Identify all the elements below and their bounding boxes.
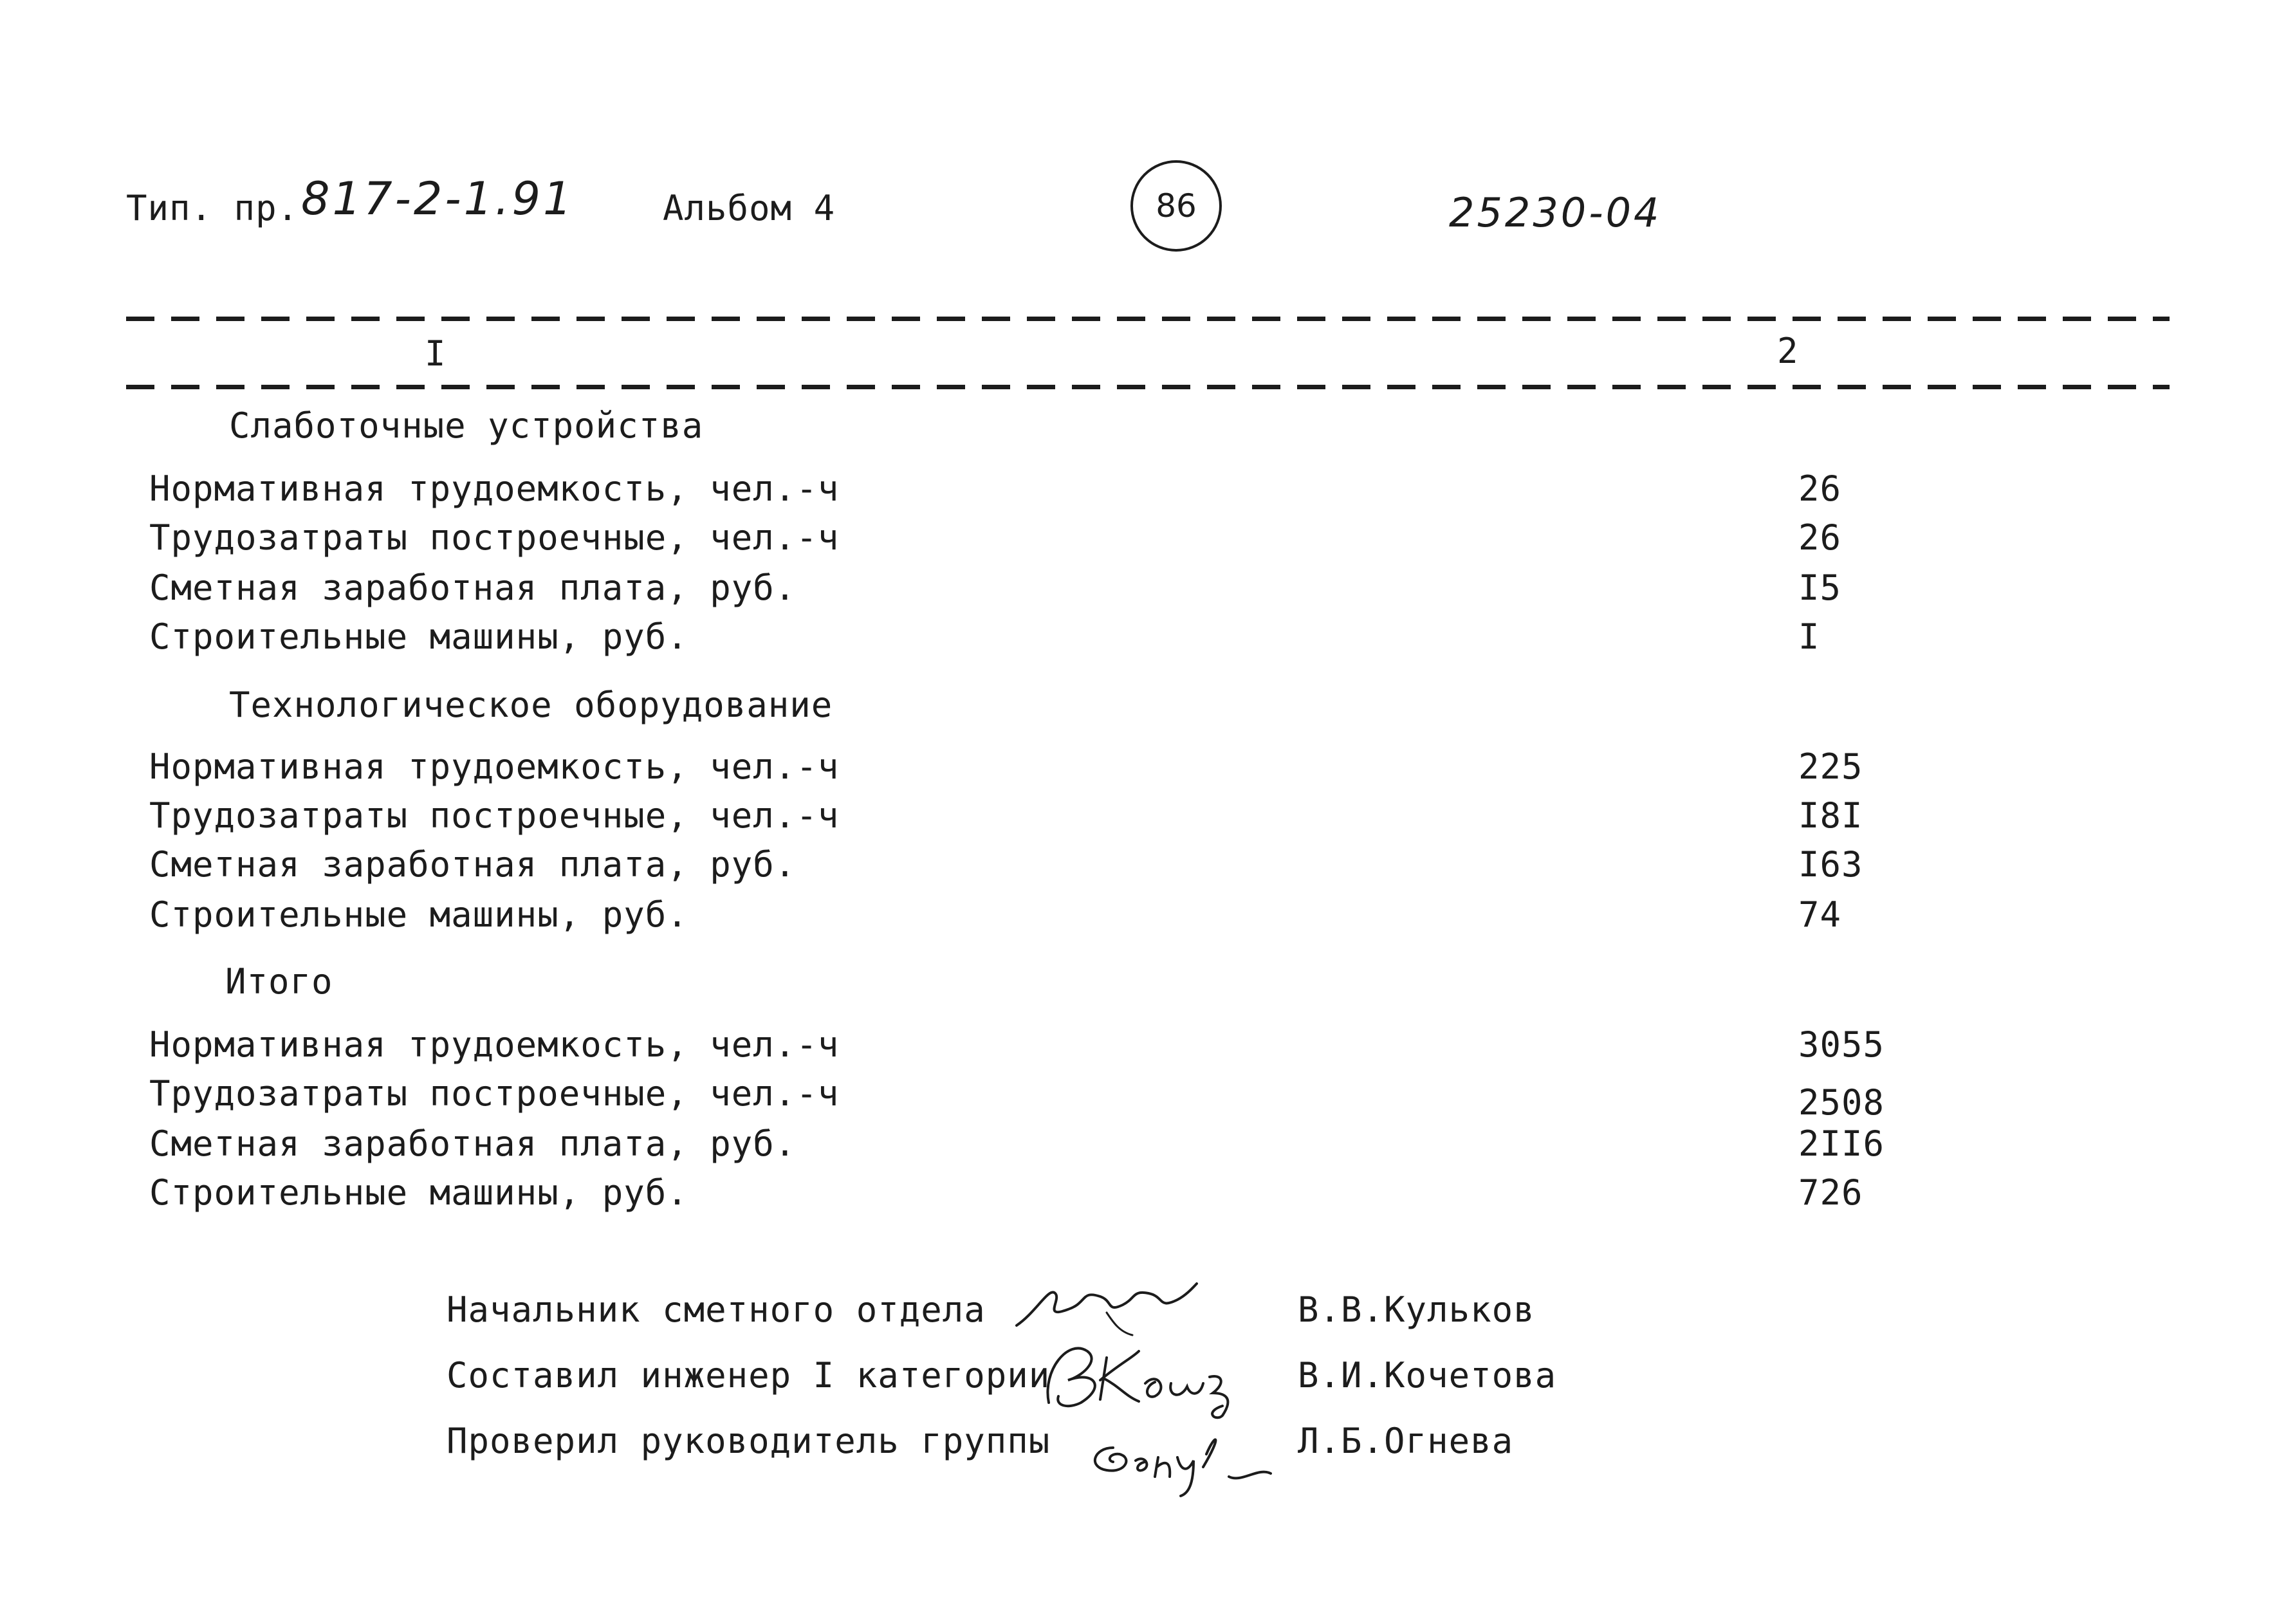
- page-number-circle: [1130, 160, 1222, 252]
- row-label: Трудозатраты построечные, чел.-ч: [149, 1073, 840, 1114]
- section-title: Итого: [225, 961, 333, 1002]
- table-row: [0, 894, 2277, 943]
- project-number: 817-2-1.91: [301, 172, 575, 225]
- row-label: Строительные машины, руб.: [149, 1172, 688, 1213]
- row-label: Нормативная трудоемкость, чел.-ч: [149, 746, 840, 787]
- table-row: [0, 517, 2277, 566]
- column-1-header: I: [425, 333, 447, 374]
- tip-label: Тип. пр.: [126, 188, 299, 228]
- table-row: [0, 844, 2277, 893]
- row-value: I: [1798, 616, 1820, 657]
- table-row: [0, 795, 2277, 844]
- signature-3: [1074, 1422, 1280, 1499]
- row-value: 225: [1798, 746, 1863, 787]
- table-row: [0, 468, 2277, 517]
- table-row: [0, 567, 2277, 616]
- row-value: I63: [1798, 844, 1863, 885]
- signer-title: Начальник сметного отдела: [447, 1289, 986, 1330]
- row-label: Нормативная трудоемкость, чел.-ч: [149, 1024, 840, 1065]
- table-row: [0, 1024, 2277, 1073]
- table-row: [0, 1123, 2277, 1172]
- row-label: Трудозатраты построечные, чел.-ч: [149, 795, 840, 836]
- row-value: 3055: [1798, 1024, 1885, 1065]
- signer-name: Л.Б.Огнева: [1298, 1421, 1514, 1461]
- table-row: [0, 616, 2277, 665]
- row-value: 26: [1798, 517, 1842, 558]
- row-value: 726: [1798, 1172, 1863, 1213]
- table-top-rule: [126, 317, 2170, 321]
- row-value: 2508: [1798, 1082, 1885, 1123]
- row-label: Строительные машины, руб.: [149, 894, 688, 935]
- section-title: Технологическое оборудование: [229, 685, 833, 725]
- signer-name: В.В.Кульков: [1298, 1289, 1535, 1330]
- row-label: Трудозатраты построечные, чел.-ч: [149, 517, 840, 558]
- page-number: 86: [1156, 187, 1197, 225]
- row-label: Сметная заработная плата, руб.: [149, 1123, 797, 1164]
- table-row: [0, 1073, 2277, 1122]
- row-value: 26: [1798, 468, 1842, 509]
- row-label: Нормативная трудоемкость, чел.-ч: [149, 468, 840, 509]
- document-code: 25230-04: [1449, 189, 1662, 236]
- signer-name: В.И.Кочетова: [1298, 1355, 1557, 1396]
- album-label: Альбом 4: [663, 188, 836, 228]
- row-value: I8I: [1798, 795, 1863, 836]
- row-value: 2II6: [1798, 1123, 1885, 1164]
- table-row: [0, 746, 2277, 795]
- row-value: I5: [1798, 567, 1842, 608]
- signature-2: [1029, 1332, 1248, 1422]
- row-value: 74: [1798, 894, 1842, 935]
- signer-title: Проверил руководитель группы: [447, 1421, 1051, 1461]
- table-header-rule: [126, 385, 2170, 389]
- row-label: Сметная заработная плата, руб.: [149, 567, 797, 608]
- row-label: Строительные машины, руб.: [149, 616, 688, 657]
- signer-title: Составил инженер I категории: [447, 1355, 1051, 1396]
- row-label: Сметная заработная плата, руб.: [149, 844, 797, 885]
- table-row: [0, 1172, 2277, 1221]
- section-title: Слаботочные устройства: [229, 405, 704, 446]
- column-2-header: 2: [1777, 331, 1799, 371]
